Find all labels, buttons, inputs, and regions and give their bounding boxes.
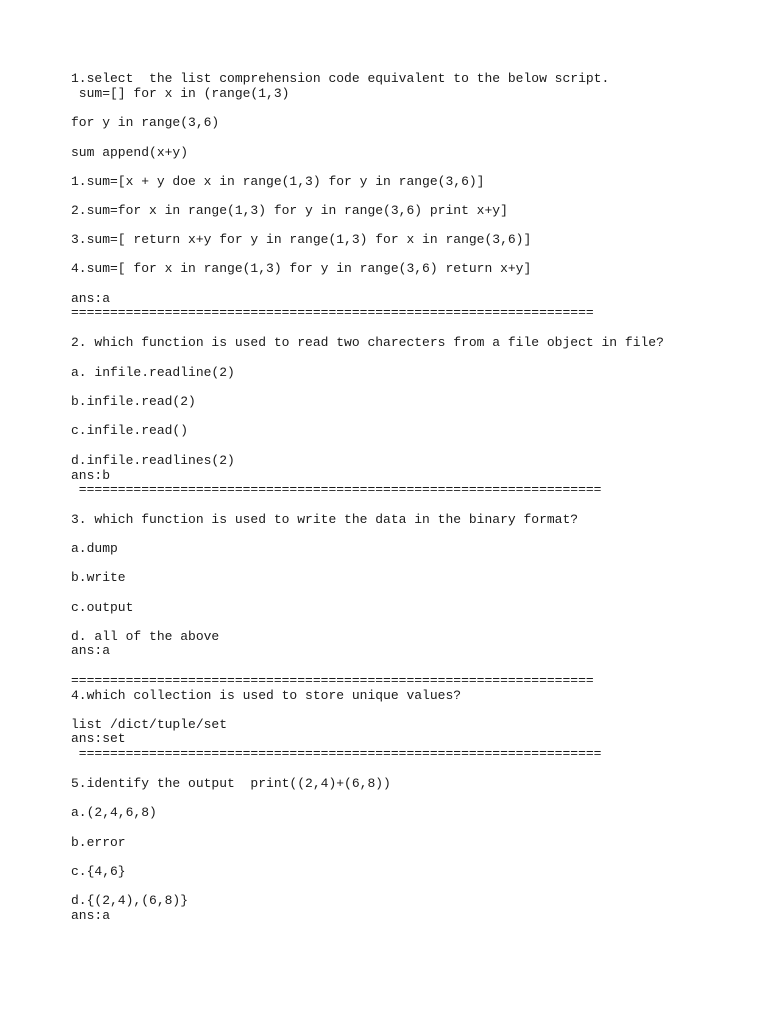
q3-question: 3. which function is used to write the data in the binary format?	[71, 512, 579, 527]
q2-option: a. infile.readline(2)	[71, 365, 235, 380]
q3-option: a.dump	[71, 541, 118, 556]
q1-option: 3.sum=[ return x+y for y in range(1,3) for x in range(3,6)]	[71, 232, 532, 247]
q5-option: d.{(2,4),(6,8)}	[71, 893, 189, 908]
q1-script-line: for y in range(3,6)	[71, 115, 220, 130]
q1-question: 1.select the list comprehension code equivalent to the below script.	[71, 71, 610, 86]
q1-answer: ans:a	[71, 291, 111, 306]
q5-answer: ans:a	[71, 908, 111, 923]
q2-option: b.infile.read(2)	[71, 394, 196, 409]
q1-option: 2.sum=for x in range(1,3) for y in range(3,6) print x+y]	[71, 203, 508, 218]
q3-option: c.output	[71, 600, 134, 615]
q2-option: d.infile.readlines(2)	[71, 453, 235, 468]
q5-option: b.error	[71, 835, 126, 850]
q5-question: 5.identify the output print((2,4)+(6,8))	[71, 776, 391, 791]
q1-option: 4.sum=[ for x in range(1,3) for y in range(3,6) return x+y]	[71, 261, 532, 276]
q1-option: 1.sum=[x + y doe x in range(1,3) for y in range(3,6)]	[71, 174, 485, 189]
q2-option: c.infile.read()	[71, 423, 189, 438]
q3-option: d. all of the above	[71, 629, 220, 644]
q1-script-line: sum append(x+y)	[71, 145, 189, 160]
q5-option: a.(2,4,6,8)	[71, 805, 157, 820]
q2-answer: ans:b	[71, 468, 111, 483]
q2-question: 2. which function is used to read two charecters from a file object in file?	[71, 335, 664, 350]
separator: ===================================================================	[71, 673, 594, 688]
q1-script-line: sum=[] for x in (range(1,3)	[71, 86, 290, 101]
q4-question: 4.which collection is used to store unique values?	[71, 688, 462, 703]
q5-option: c.{4,6}	[71, 864, 126, 879]
q3-answer: ans:a	[71, 643, 111, 658]
q4-choices: list /dict/tuple/set	[71, 717, 228, 732]
separator: ===================================================================	[71, 482, 602, 497]
separator: ===================================================================	[71, 746, 602, 761]
q3-option: b.write	[71, 570, 126, 585]
q4-answer: ans:set	[71, 731, 126, 746]
separator: ===================================================================	[71, 305, 594, 320]
